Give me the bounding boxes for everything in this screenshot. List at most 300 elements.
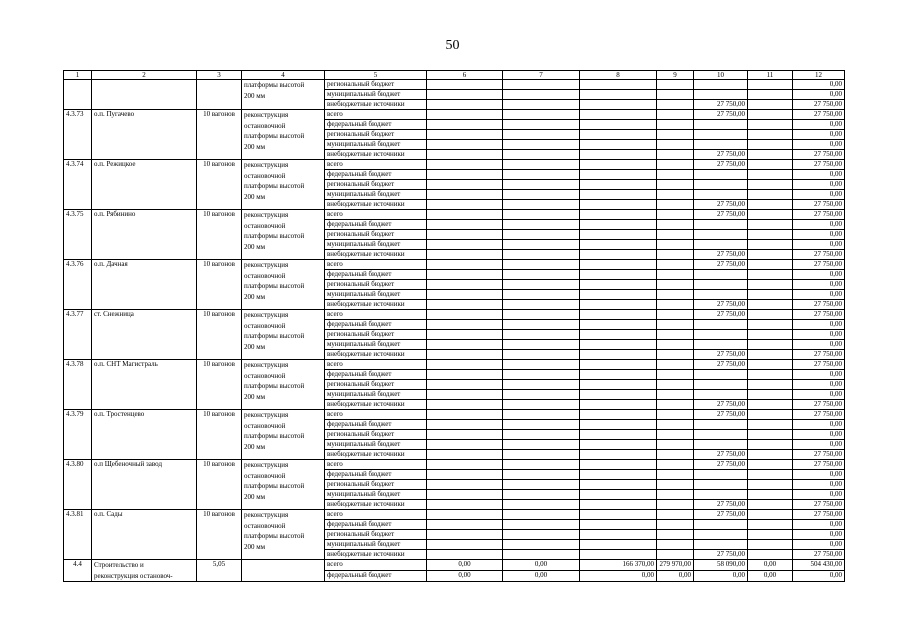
amount-cell: 0,00	[793, 130, 845, 140]
quantity: 10 вагонов	[197, 510, 242, 560]
item-number	[64, 80, 92, 110]
funding-source: федеральный бюджет	[325, 571, 427, 582]
amount-cell	[657, 300, 694, 310]
amount-cell: 27 750,00	[793, 360, 845, 370]
amount-cell	[657, 390, 694, 400]
table-row	[64, 410, 845, 420]
funding-source: федеральный бюджет	[325, 120, 427, 130]
funding-source: внебюджетные источники	[325, 150, 427, 160]
amount-cell	[580, 170, 657, 180]
amount-cell	[657, 320, 694, 330]
description-line: остановочной	[244, 321, 286, 330]
description-line: платформы высотой	[244, 282, 305, 290]
amount-cell	[657, 360, 694, 370]
quantity: 5,05	[197, 560, 242, 582]
amount-cell: 27 750,00	[793, 200, 845, 210]
work-description	[242, 210, 325, 260]
amount-cell	[427, 240, 503, 250]
object-name: о.п. Сады	[92, 510, 197, 560]
description-line: платформы высотой	[244, 382, 305, 390]
amount-cell: 0,00	[694, 571, 748, 582]
amount-cell	[580, 550, 657, 560]
amount-cell	[657, 250, 694, 260]
description-line: реконструкция	[244, 461, 289, 469]
amount-cell	[427, 430, 503, 440]
amount-cell	[427, 400, 503, 410]
funding-source: муниципальный бюджет	[325, 190, 427, 200]
description-line: остановочной	[244, 371, 286, 380]
amount-cell: 27 750,00	[694, 100, 748, 110]
amount-cell	[580, 200, 657, 210]
amount-cell	[427, 470, 503, 480]
amount-cell	[694, 330, 748, 340]
item-number: 4.3.79	[64, 410, 92, 460]
amount-cell: 0,00	[793, 571, 845, 582]
amount-cell	[427, 300, 503, 310]
amount-cell	[748, 370, 793, 380]
amount-cell	[503, 310, 580, 320]
amount-cell: 27 750,00	[793, 500, 845, 510]
amount-cell	[580, 320, 657, 330]
amount-cell	[427, 550, 503, 560]
funding-source: муниципальный бюджет	[325, 540, 427, 550]
amount-cell: 0,00	[793, 330, 845, 340]
quantity: 10 вагонов	[197, 260, 242, 310]
amount-cell	[657, 540, 694, 550]
amount-cell	[427, 510, 503, 520]
funding-source: внебюджетные источники	[325, 300, 427, 310]
quantity: 10 вагонов	[197, 360, 242, 410]
amount-cell: 27 750,00	[793, 160, 845, 170]
amount-cell: 27 750,00	[694, 300, 748, 310]
description-line: платформы высотой	[244, 332, 305, 340]
amount-cell	[580, 100, 657, 110]
amount-cell	[427, 340, 503, 350]
amount-cell	[580, 440, 657, 450]
amount-cell	[580, 280, 657, 290]
table-row	[64, 210, 845, 220]
table-row	[64, 510, 845, 520]
amount-cell	[748, 540, 793, 550]
amount-cell: 0,00	[793, 430, 845, 440]
amount-cell: 0,00	[793, 380, 845, 390]
amount-cell: 27 750,00	[793, 150, 845, 160]
amount-cell	[580, 260, 657, 270]
amount-cell	[748, 170, 793, 180]
description-line: реконструкция	[244, 361, 289, 369]
amount-cell	[580, 470, 657, 480]
amount-cell	[748, 180, 793, 190]
amount-cell	[657, 480, 694, 490]
amount-cell	[503, 270, 580, 280]
amount-cell	[694, 180, 748, 190]
amount-cell: 0,00	[793, 320, 845, 330]
amount-cell	[657, 410, 694, 420]
description-line: 200 мм	[244, 392, 266, 401]
amount-cell	[580, 350, 657, 360]
amount-cell	[657, 380, 694, 390]
description-line: 200 мм	[244, 192, 266, 201]
funding-source: всего	[325, 410, 427, 420]
amount-cell	[580, 420, 657, 430]
amount-cell: 0,00	[793, 280, 845, 290]
funding-source: всего	[325, 560, 427, 571]
column-header: 10	[694, 71, 748, 80]
amount-cell	[748, 190, 793, 200]
amount-cell	[694, 480, 748, 490]
work-description	[242, 260, 325, 310]
amount-cell	[748, 440, 793, 450]
item-number: 4.3.76	[64, 260, 92, 310]
amount-cell	[503, 120, 580, 130]
amount-cell	[427, 110, 503, 120]
amount-cell	[657, 440, 694, 450]
amount-cell	[503, 520, 580, 530]
amount-cell: 27 750,00	[793, 210, 845, 220]
name-line: Строительство и	[94, 561, 144, 569]
description-line: платформы высотой	[244, 532, 305, 540]
amount-cell	[427, 130, 503, 140]
amount-cell	[503, 500, 580, 510]
quantity: 10 вагонов	[197, 110, 242, 160]
amount-cell	[503, 190, 580, 200]
amount-cell	[657, 490, 694, 500]
funding-source: федеральный бюджет	[325, 170, 427, 180]
amount-cell: 27 750,00	[694, 510, 748, 520]
amount-cell	[580, 400, 657, 410]
amount-cell	[657, 80, 694, 90]
amount-cell	[694, 370, 748, 380]
amount-cell	[580, 180, 657, 190]
amount-cell	[503, 460, 580, 470]
amount-cell	[427, 380, 503, 390]
amount-cell	[748, 470, 793, 480]
amount-cell	[427, 450, 503, 460]
funding-source: федеральный бюджет	[325, 520, 427, 530]
amount-cell	[427, 210, 503, 220]
amount-cell	[503, 330, 580, 340]
amount-cell	[503, 170, 580, 180]
amount-cell	[657, 530, 694, 540]
amount-cell: 27 750,00	[793, 400, 845, 410]
amount-cell	[748, 240, 793, 250]
amount-cell	[503, 400, 580, 410]
item-number: 4.3.74	[64, 160, 92, 210]
object-name: о.п. Пугачево	[92, 110, 197, 160]
amount-cell	[427, 320, 503, 330]
table-row	[64, 260, 845, 270]
amount-cell	[657, 130, 694, 140]
amount-cell	[427, 280, 503, 290]
amount-cell	[427, 260, 503, 270]
amount-cell	[657, 400, 694, 410]
amount-cell	[427, 150, 503, 160]
table-row	[64, 460, 845, 470]
amount-cell	[694, 530, 748, 540]
amount-cell	[503, 390, 580, 400]
amount-cell: 0,00	[793, 520, 845, 530]
amount-cell	[503, 210, 580, 220]
amount-cell	[580, 340, 657, 350]
amount-cell	[657, 370, 694, 380]
object-name: о.п. Режицкое	[92, 160, 197, 210]
amount-cell: 0,00	[793, 470, 845, 480]
amount-cell: 27 750,00	[793, 350, 845, 360]
amount-cell: 0,00	[793, 440, 845, 450]
amount-cell	[657, 310, 694, 320]
amount-cell	[580, 500, 657, 510]
description-line: остановочной	[244, 521, 286, 530]
funding-source: внебюджетные источники	[325, 100, 427, 110]
funding-source: внебюджетные источники	[325, 250, 427, 260]
funding-source: внебюджетные источники	[325, 500, 427, 510]
amount-cell	[427, 480, 503, 490]
column-header: 2	[92, 71, 197, 80]
amount-cell	[503, 510, 580, 520]
funding-source: всего	[325, 160, 427, 170]
amount-cell	[427, 100, 503, 110]
amount-cell	[503, 100, 580, 110]
amount-cell: 27 750,00	[694, 200, 748, 210]
amount-cell: 27 750,00	[694, 460, 748, 470]
amount-cell	[657, 240, 694, 250]
amount-cell	[694, 380, 748, 390]
amount-cell	[694, 340, 748, 350]
amount-cell	[748, 520, 793, 530]
amount-cell	[694, 270, 748, 280]
funding-source: внебюджетные источники	[325, 550, 427, 560]
amount-cell	[748, 460, 793, 470]
funding-source: всего	[325, 310, 427, 320]
amount-cell	[580, 490, 657, 500]
amount-cell	[503, 440, 580, 450]
amount-cell: 27 750,00	[793, 460, 845, 470]
description-line: платформы высотой	[244, 182, 305, 190]
amount-cell: 27 750,00	[694, 550, 748, 560]
quantity: 10 вагонов	[197, 210, 242, 260]
amount-cell	[748, 160, 793, 170]
amount-cell	[748, 410, 793, 420]
amount-cell	[657, 90, 694, 100]
description-line: реконструкция	[244, 411, 289, 419]
amount-cell: 0,00	[793, 490, 845, 500]
amount-cell: 0,00	[793, 220, 845, 230]
amount-cell: 27 750,00	[793, 510, 845, 520]
amount-cell	[427, 360, 503, 370]
amount-cell	[427, 490, 503, 500]
amount-cell	[427, 270, 503, 280]
amount-cell: 27 750,00	[694, 260, 748, 270]
amount-cell: 0,00	[793, 90, 845, 100]
description-line: 200 мм	[244, 292, 266, 301]
object-name: о.п. СНТ Магистраль	[92, 360, 197, 410]
amount-cell	[580, 270, 657, 280]
amount-cell	[694, 290, 748, 300]
amount-cell: 166 370,00	[580, 560, 657, 571]
amount-cell: 0,00	[793, 240, 845, 250]
amount-cell	[748, 200, 793, 210]
funding-source: федеральный бюджет	[325, 370, 427, 380]
amount-cell	[580, 510, 657, 520]
amount-cell: 0,00	[793, 480, 845, 490]
amount-cell: 27 750,00	[694, 310, 748, 320]
amount-cell: 0,00	[793, 420, 845, 430]
amount-cell	[580, 140, 657, 150]
amount-cell	[503, 470, 580, 480]
amount-cell	[694, 490, 748, 500]
amount-cell	[580, 150, 657, 160]
quantity: 10 вагонов	[197, 160, 242, 210]
table-row	[64, 560, 845, 571]
funding-source: муниципальный бюджет	[325, 290, 427, 300]
description-line: остановочной	[244, 271, 286, 280]
amount-cell	[427, 540, 503, 550]
funding-source: всего	[325, 460, 427, 470]
amount-cell	[657, 180, 694, 190]
amount-cell	[427, 90, 503, 100]
amount-cell	[503, 430, 580, 440]
amount-cell	[580, 120, 657, 130]
amount-cell	[748, 420, 793, 430]
amount-cell	[657, 330, 694, 340]
amount-cell: 0,00	[748, 571, 793, 582]
amount-cell	[748, 290, 793, 300]
amount-cell	[657, 120, 694, 130]
amount-cell	[427, 160, 503, 170]
amount-cell	[657, 420, 694, 430]
work-description	[242, 110, 325, 160]
quantity: 10 вагонов	[197, 310, 242, 360]
amount-cell	[503, 370, 580, 380]
amount-cell	[503, 200, 580, 210]
amount-cell: 27 750,00	[694, 500, 748, 510]
amount-cell	[748, 450, 793, 460]
amount-cell	[503, 380, 580, 390]
amount-cell: 27 750,00	[793, 300, 845, 310]
description-line: платформы высотой	[244, 232, 305, 240]
item-number: 4.3.80	[64, 460, 92, 510]
table-row	[64, 160, 845, 170]
amount-cell: 27 750,00	[793, 110, 845, 120]
amount-cell	[580, 480, 657, 490]
amount-cell	[694, 130, 748, 140]
amount-cell: 27 750,00	[694, 410, 748, 420]
amount-cell	[748, 430, 793, 440]
amount-cell: 0,00	[427, 560, 503, 571]
work-description	[242, 410, 325, 460]
funding-source: всего	[325, 210, 427, 220]
description-line: реконструкция	[244, 261, 289, 269]
amount-cell: 27 750,00	[793, 550, 845, 560]
amount-cell	[694, 280, 748, 290]
amount-cell	[748, 390, 793, 400]
amount-cell	[748, 380, 793, 390]
amount-cell	[427, 500, 503, 510]
amount-cell	[748, 150, 793, 160]
amount-cell	[694, 390, 748, 400]
item-number: 4.3.75	[64, 210, 92, 260]
amount-cell	[694, 240, 748, 250]
amount-cell	[427, 120, 503, 130]
funding-source: региональный бюджет	[325, 330, 427, 340]
amount-cell: 0,00	[503, 560, 580, 571]
amount-cell: 0,00	[793, 230, 845, 240]
funding-source: муниципальный бюджет	[325, 340, 427, 350]
amount-cell	[694, 80, 748, 90]
budget-table	[63, 70, 845, 582]
amount-cell	[427, 230, 503, 240]
amount-cell	[657, 550, 694, 560]
funding-source: всего	[325, 260, 427, 270]
amount-cell	[503, 290, 580, 300]
amount-cell	[580, 190, 657, 200]
amount-cell	[580, 130, 657, 140]
amount-cell	[748, 260, 793, 270]
amount-cell	[580, 310, 657, 320]
item-number: 4.4	[64, 560, 92, 582]
funding-source: федеральный бюджет	[325, 320, 427, 330]
header-row	[64, 71, 845, 80]
amount-cell: 0,00	[793, 190, 845, 200]
amount-cell: 27 750,00	[694, 210, 748, 220]
amount-cell	[657, 520, 694, 530]
amount-cell: 0,00	[793, 80, 845, 90]
amount-cell	[503, 160, 580, 170]
amount-cell	[748, 110, 793, 120]
amount-cell	[657, 200, 694, 210]
amount-cell	[657, 290, 694, 300]
amount-cell	[657, 500, 694, 510]
description-line: реконструкция	[244, 311, 289, 319]
description-line: 200 мм	[244, 442, 266, 451]
description-line: 200 мм	[244, 91, 266, 100]
amount-cell	[427, 220, 503, 230]
funding-source: региональный бюджет	[325, 280, 427, 290]
amount-cell	[503, 150, 580, 160]
amount-cell	[694, 440, 748, 450]
funding-source: муниципальный бюджет	[325, 90, 427, 100]
item-number: 4.3.81	[64, 510, 92, 560]
amount-cell	[427, 390, 503, 400]
work-description	[242, 510, 325, 560]
funding-source: региональный бюджет	[325, 230, 427, 240]
amount-cell	[694, 140, 748, 150]
amount-cell	[748, 230, 793, 240]
amount-cell	[657, 100, 694, 110]
amount-cell	[503, 340, 580, 350]
amount-cell	[748, 120, 793, 130]
amount-cell: 27 750,00	[793, 450, 845, 460]
object-name: о.п. Рябинино	[92, 210, 197, 260]
funding-source: региональный бюджет	[325, 180, 427, 190]
amount-cell: 27 750,00	[694, 360, 748, 370]
amount-cell: 0,00	[793, 340, 845, 350]
amount-cell	[580, 460, 657, 470]
amount-cell: 0,00	[657, 571, 694, 582]
amount-cell	[503, 320, 580, 330]
amount-cell	[694, 470, 748, 480]
amount-cell	[694, 190, 748, 200]
amount-cell	[503, 450, 580, 460]
amount-cell	[694, 170, 748, 180]
amount-cell	[748, 130, 793, 140]
funding-source: муниципальный бюджет	[325, 240, 427, 250]
amount-cell	[427, 200, 503, 210]
description-line: остановочной	[244, 171, 286, 180]
amount-cell	[748, 340, 793, 350]
funding-source: внебюджетные источники	[325, 200, 427, 210]
amount-cell	[427, 530, 503, 540]
